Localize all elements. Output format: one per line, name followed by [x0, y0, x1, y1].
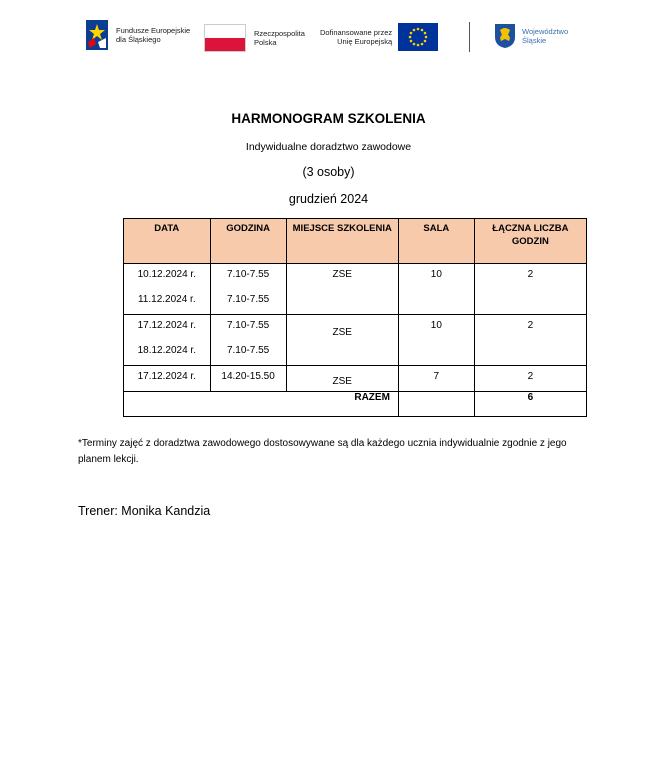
date-cell: [124, 366, 211, 392]
table-header-row: [124, 219, 587, 264]
hour-value: 7.10-7.55: [226, 320, 270, 331]
table-row: [124, 264, 587, 315]
logo-sl-text: Województwo Śląskie: [522, 27, 569, 45]
sum-empty-cell: [398, 392, 474, 417]
date-cell: [124, 315, 211, 366]
sum-label: RAZEM: [124, 392, 399, 417]
hour-cell: [210, 264, 286, 315]
place-cell: [286, 366, 398, 392]
hour-value: 7.10-7.55: [226, 269, 270, 280]
date-value: 17.12.2024 r.: [137, 320, 196, 331]
header-hour: GODZINA: [210, 219, 286, 264]
total-value: 2: [527, 320, 534, 331]
room-value: 7: [433, 371, 440, 382]
logo-unia-europejska: [320, 23, 438, 51]
header-total-hours: ŁĄCZNA LICZBA GODZIN: [474, 219, 586, 264]
room-value: 10: [430, 320, 442, 331]
room-value: 10: [430, 269, 442, 280]
trainer-name: Trener: Monika Kandzia: [78, 504, 211, 518]
eu-flag-icon: [398, 23, 438, 51]
place-value: ZSE: [332, 269, 352, 280]
logo-bar: [0, 14, 657, 60]
fundusze-europejskie-icon: [86, 20, 108, 50]
logo-wojewodztwo-slaskie: [494, 23, 568, 49]
page-title: HARMONOGRAM SZKOLENIA: [231, 111, 426, 126]
logo-separator: [469, 22, 470, 52]
silesia-crest-icon: [494, 23, 516, 49]
total-value: 2: [527, 371, 534, 382]
header-date: DATA: [124, 219, 211, 264]
schedule-table: [123, 218, 587, 417]
place-value: ZSE: [332, 376, 352, 387]
footnote: *Terminy zajęć z doradztwa zawodowego dostosowywane są dla każdego ucznia indywidualnie zgodnie z jego planem lekcji.: [78, 438, 567, 465]
room-cell: [398, 366, 474, 392]
hour-value: 14.20-15.50: [221, 371, 275, 382]
logo-fe-text: Fundusze Europejskie dla Śląskiego: [116, 26, 191, 44]
hour-cell: [210, 315, 286, 366]
place-value: ZSE: [332, 327, 352, 338]
date-value: 18.12.2024 r.: [137, 345, 196, 356]
table-row: [124, 366, 587, 392]
polish-flag-icon: [204, 24, 246, 52]
total-cell: [474, 315, 586, 366]
room-cell: [398, 315, 474, 366]
date-value: 10.12.2024 r.: [137, 269, 196, 280]
logo-eu-text: Dofinansowane przez Unię Europejską: [320, 28, 393, 46]
hour-value: 7.10-7.55: [226, 294, 270, 305]
logo-pl-text: Rzeczpospolita Polska: [254, 29, 305, 47]
logo-fundusze-europejskie: [86, 20, 190, 50]
header-room: SALA: [398, 219, 474, 264]
date-value: 11.12.2024 r.: [137, 294, 196, 305]
page-subtitle: Indywidualne doradztwo zawodowe: [245, 141, 412, 153]
date-value: 17.12.2024 r.: [137, 371, 196, 382]
participants-count: (3 osoby): [302, 165, 355, 179]
hour-cell: [210, 366, 286, 392]
total-cell: [474, 366, 586, 392]
date-cell: [124, 264, 211, 315]
header-place: MIEJSCE SZKOLENIA: [286, 219, 398, 264]
hour-value: 7.10-7.55: [226, 345, 270, 356]
sum-value: 6: [474, 392, 586, 417]
room-cell: [398, 264, 474, 315]
logo-rzeczpospolita: [204, 24, 305, 52]
schedule-month: grudzień 2024: [288, 192, 369, 206]
total-row: [124, 392, 587, 417]
place-cell: [286, 264, 398, 315]
place-cell: [286, 315, 398, 366]
table-row: [124, 315, 587, 366]
total-cell: [474, 264, 586, 315]
total-value: 2: [527, 269, 534, 280]
